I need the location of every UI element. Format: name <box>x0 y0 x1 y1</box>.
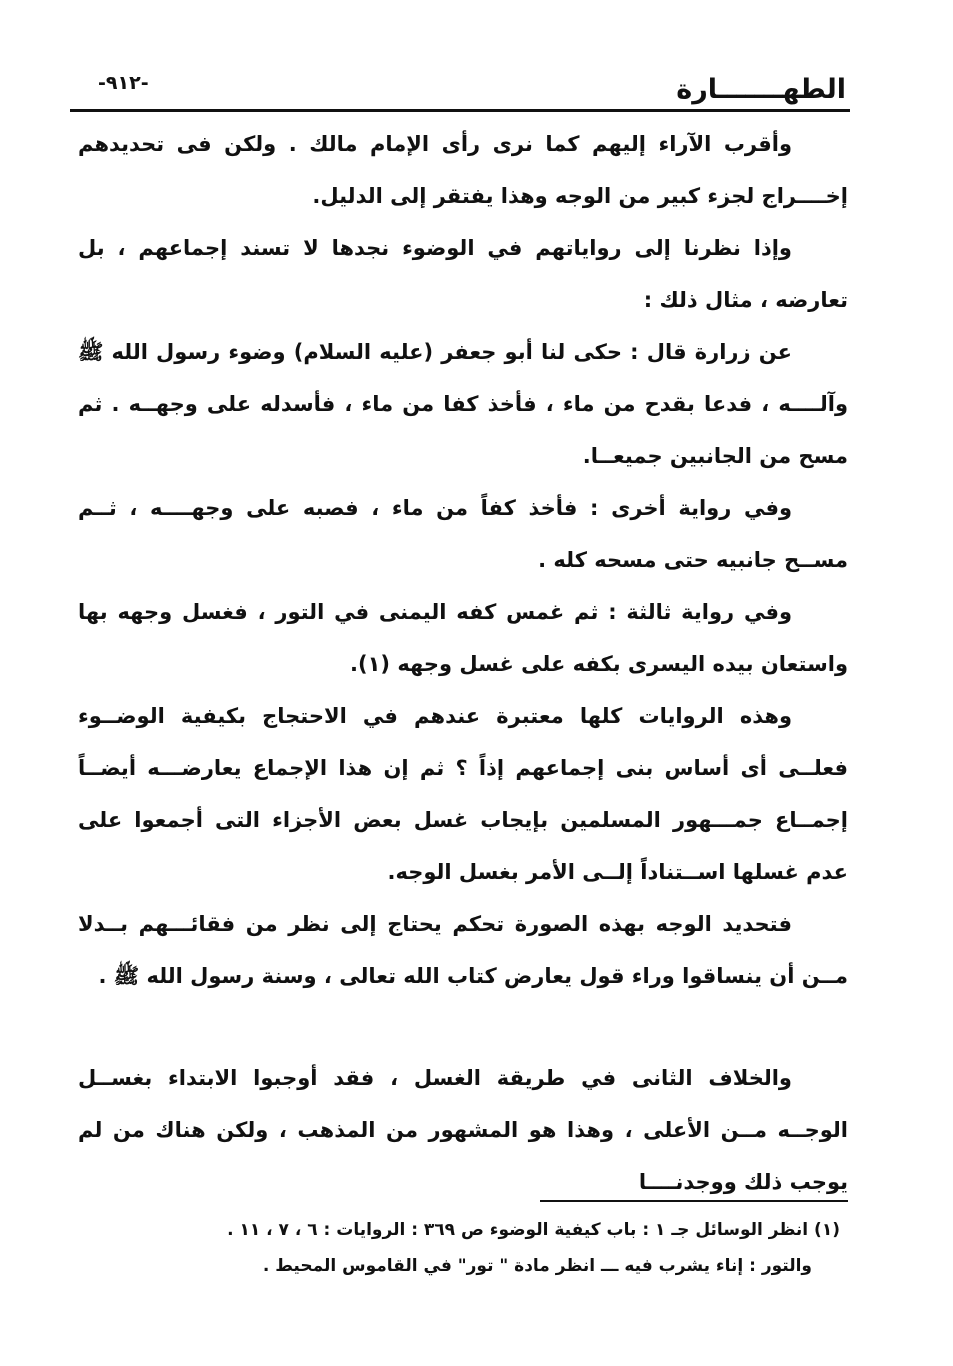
footnotes <box>80 1212 840 1284</box>
paragraph: عن زرارة قال : حكى لنا أبو جعفر (عليه السلام) وضوء رسول الله ﷺ وآلــــه ، فدعا بقدح من ماء ، فأخذ كفا من ماء ، فأسدله على وجهــه . ثم مسح من الجانبين جميعــا. <box>78 340 848 468</box>
paragraph: وهذه الروايات كلها معتبرة عندهم في الاحتجاج بكيفية الوضــوء فعلــى أى أساس بنى إجماعهم إذاً ؟ ثم إن هذا الإجماع يعارضـــه أيضــاً إجمــاع جمـــهور المسلمين بإيجاب غسل بعض الأجزاء التى أجمعوا على عدم غسلها اســتناداً إلــى الأمر بغسل الوجه. <box>78 704 848 884</box>
header-rule <box>70 109 850 112</box>
body-text <box>78 118 848 1208</box>
page-header <box>70 60 850 112</box>
paragraph: وأقرب الآراء إليهم كما نرى رأى الإمام مالك . ولكن فى تحديدهم إخــــراج لجزء كبير من الوجه وهذا يفتقر إلى الدليل. <box>78 132 848 208</box>
running-title: الطهـــــــارة <box>676 74 846 105</box>
footnote-rule <box>540 1200 848 1202</box>
paragraph: وفي رواية ثالثة : ثم غمس كفه اليمنى في التور ، فغسل وجهه بها واستعان بيده اليسرى بكفه على غسل وجهه (١). <box>78 600 848 676</box>
paragraph: وإذا نظرنا إلى رواياتهم في الوضوء نجدها لا تسند إجماعهم ، بل تعارضه ، مثال ذلك : <box>78 236 848 312</box>
paragraph: والخلاف الثانى في طريقة الغسل ، فقد أوجبوا الابتداء بغســل الوجــه مــن الأعلى ، وهذا هو المشهور من المذهب ، ولكن هناك من لم يوجب ذلك ووجدنــــا <box>78 1066 848 1194</box>
paragraph: فتحديد الوجه بهذه الصورة تحكم يحتاج إلى نظر من فقائـــهم بــدلا مــن أن ينساقوا وراء قول يعارض كتاب الله تعالى ، وسنة رسول الله ﷺ . <box>78 912 848 988</box>
footnote: (١) انظر الوسائل جـ ١ : باب كيفية الوضوء ص ٣٦٩ : الروايات : ٦ ، ٧ ، ١١ . <box>227 1220 840 1240</box>
footnote-continuation: والتور : إناء يشرب فيه ـــ انظر مادة " تور" في القاموس المحيط . <box>262 1256 812 1276</box>
paragraph: وفي رواية أخرى : فأخذ كفاً من ماء ، فصبه على وجهــــه ، ثــم مســح جانبيه حتى مسحه كله . <box>78 496 848 572</box>
page-number: -٩١٢- <box>98 72 149 94</box>
